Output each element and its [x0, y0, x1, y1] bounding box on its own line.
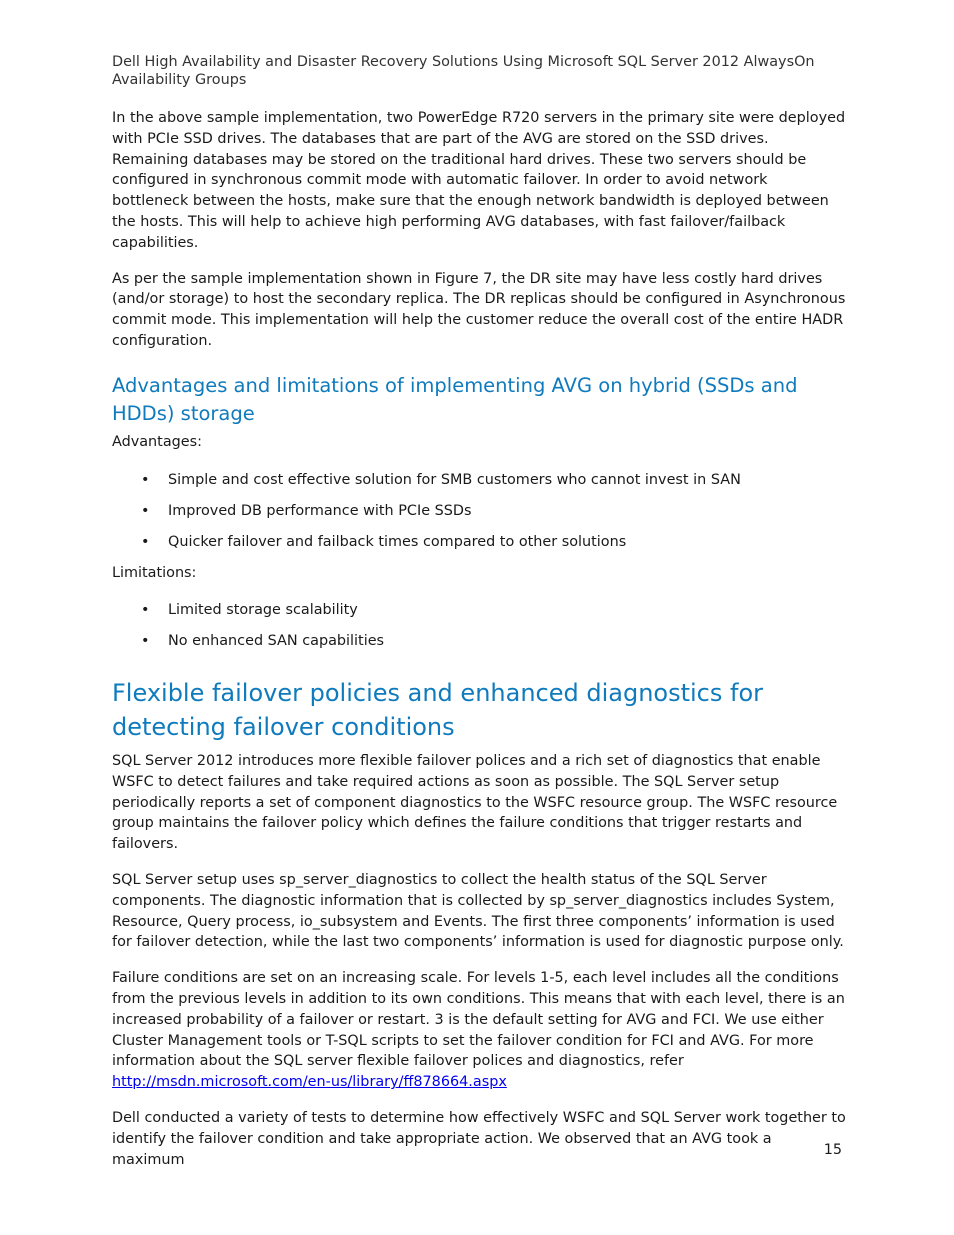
list-item — [112, 532, 847, 553]
bullet-icon: • — [141, 533, 150, 550]
hybrid-storage-heading: Advantages and limitations of implementing AVG on hybrid (SSDs and HDDs) storage — [112, 373, 798, 425]
list-item — [112, 501, 847, 522]
page-number: 15 — [823, 1142, 842, 1158]
bullet-icon: • — [141, 602, 150, 619]
failover-paragraph-4: Dell conducted a variety of tests to determine how effectively WSFC and SQL Server work together to identify the failover condition and take appropriate action. We observed that an AVG took a maximum — [112, 1110, 846, 1168]
intro-paragraph-1: In the above sample implementation, two PowerEdge R720 servers in the primary site were deployed with PCIe SSD drives. The databases that are part of the AVG are stored on the SSD drives. Remaining databases may be stored on the traditional hard drives. These two servers should be configured in synchronous commit mode with automatic failover. In order to avoid network bottleneck between the hosts, make sure that the enough network bandwidth is deployed between the hosts. This will help to achieve high performing AVG databases, with fast failover/failback capabilities. — [112, 110, 846, 251]
list-item-text: Limited storage scalability — [168, 602, 358, 619]
advantages-list — [112, 470, 847, 553]
advantages-label: Advantages: — [112, 433, 202, 450]
failover-paragraph-2: SQL Server setup uses sp_server_diagnostics to collect the health status of the SQL Server components. The diagnostic information that is collected by sp_server_diagnostics includes System, Resource, Query process, io_subsystem and Events. The first three components’ information is used for failover detection, while the last two components’ information is used for diagnostic purpose only. — [112, 872, 844, 951]
list-item — [112, 631, 847, 652]
failover-paragraph-1: SQL Server 2012 introduces more flexible failover polices and a rich set of diagnostics that enable WSFC to detect failures and take required actions as soon as possible. The SQL Server setup periodically reports a set of component diagnostics to the WSFC resource group. The WSFC resource group maintains the failover policy which defines the failure conditions that trigger restarts and failovers. — [112, 753, 838, 853]
list-item — [112, 600, 847, 621]
list-item-text: Improved DB performance with PCIe SSDs — [168, 502, 472, 519]
running-header: Dell High Availability and Disaster Recovery Solutions Using Microsoft SQL Server 2012 AlwaysOn Availability Groups — [112, 54, 815, 88]
bullet-icon: • — [141, 633, 150, 650]
bullet-icon: • — [141, 471, 150, 488]
failover-paragraph-3-text: Failure conditions are set on an increasing scale. For levels 1-5, each level includes all the conditions from the previous levels in addition to its own conditions. This means that with each level, there is an increased probability of a failover or restart. 3 is the default setting for AVG and FCI. We use either Cluster Management tools or T-SQL scripts to set the failover condition for FCI and AVG. For more information about the SQL server flexible failover polices and diagnostics, refer — [112, 970, 845, 1070]
bullet-icon: • — [141, 502, 150, 519]
list-item-text: Quicker failover and failback times compared to other solutions — [168, 533, 627, 550]
list-item — [112, 470, 847, 491]
failover-paragraph-3 — [112, 968, 847, 1093]
list-item-text: No enhanced SAN capabilities — [168, 633, 385, 650]
document-page — [112, 53, 847, 1185]
limitations-label: Limitations: — [112, 564, 197, 581]
failover-policies-heading: Flexible failover policies and enhanced diagnostics for detecting failover conditions — [112, 679, 763, 742]
intro-paragraph-2: As per the sample implementation shown in Figure 7, the DR site may have less costly hard drives (and/or storage) to host the secondary replica. The DR replicas should be configured in Asynchronous commit mode. This implementation will help the customer reduce the overall cost of the entire HADR configuration. — [112, 270, 846, 349]
msdn-link[interactable]: http://msdn.microsoft.com/en-us/library/ff878664.aspx — [112, 1074, 507, 1091]
list-item-text: Simple and cost effective solution for SMB customers who cannot invest in SAN — [168, 471, 741, 488]
limitations-list — [112, 600, 847, 652]
